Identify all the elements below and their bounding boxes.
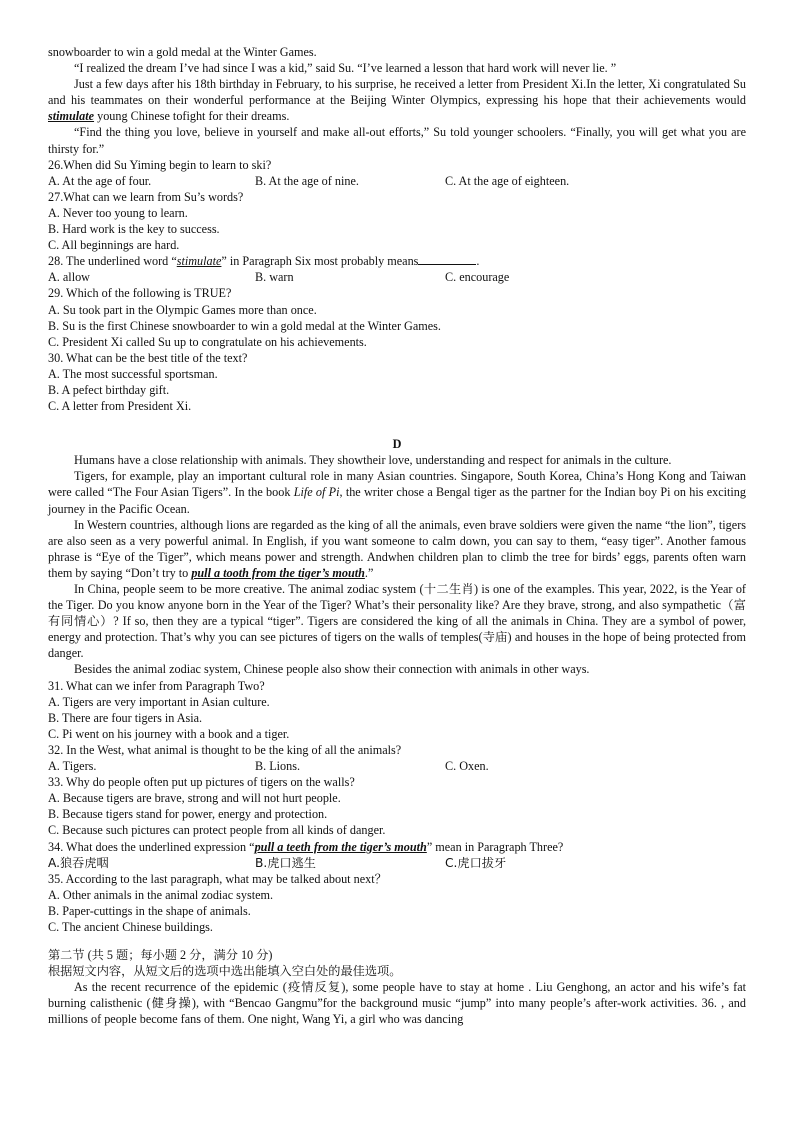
option-row [48,855,746,871]
passage-c-paragraph: “Find the thing you love, believe in yourself and make all-out efforts,” Su told younger schoolers. “Finally, you will get what you are thirsty for.” [48,125,746,156]
underlined-word: stimulate [176,254,222,269]
underlined-word: stimulate [48,109,95,124]
option-c[interactable]: C. A letter from President Xi. [48,399,192,414]
passage-d-paragraph: In China, people seem to be more creative. The animal zodiac system (十二生肖) is one of the examples. This year, 2022, is the Year of the Tiger. Do you know anyone born in the Year of the Tiger? What’s their personality like? Are they brave, strong, and also sympathetic（富有同情心）? If so, then they are a typical “tiger”. Tigers are considered the king of all the animals in China. They are a symbol of power, energy and protection. That’s why you can see pictures of tigers on the walls of temples(寺庙) and houses in the hope of being protected from danger. [48,582,746,661]
option-b[interactable]: B. At the age of nine. [255,173,359,188]
underlined-phrase: pull a tooth from the tiger’s mouth [191,565,365,580]
question-stem: 28. The underlined word “stimulate” in Paragraph Six most probably means . [48,254,480,269]
option-b[interactable]: B. Paper-cuttings in the shape of animals. [48,903,251,918]
question-stem: 26.When did Su Yiming begin to learn to ski? [48,157,272,172]
question-stem: 35. According to the last paragraph, what may be talked about next？ [48,871,387,886]
passage-heading: D [392,437,402,452]
option-a[interactable]: A. The most successful sportsman. [48,366,218,381]
spacer [48,414,746,436]
option-b[interactable]: B. warn [255,270,294,285]
option-b[interactable]: B. Hard work is the key to success. [48,222,220,237]
question-stem: 34. What does the underlined expression “pull a teeth from the tiger’s mouth” mean in Paragraph Three? [48,839,564,854]
section-title: 第二节 (共 5 题；每小题 2 分，满分 10 分) [48,948,273,963]
option-b[interactable]: B.虎口逃生 [255,855,316,870]
question-stem: 32. In the West, what animal is thought to be the king of all the animals? [48,742,402,757]
option-a[interactable]: A. Never too young to learn. [48,205,188,220]
option-a[interactable]: A.狼吞虎咽 [48,855,109,870]
passage-d-paragraph: Besides the animal zodiac system, Chinese people also show their connection with animals in other ways. [74,662,590,677]
underlined-phrase: pull a teeth from the tiger’s mouth [254,839,427,854]
option-a[interactable]: A. Because tigers are brave, strong and will not hurt people. [48,791,341,806]
option-a[interactable]: A. allow [48,270,90,285]
option-a[interactable]: A. Tigers are very important in Asian culture. [48,694,270,709]
option-c[interactable]: C. Pi went on his journey with a book and a tiger. [48,726,290,741]
option-c[interactable]: C.虎口拔牙 [445,855,507,870]
passage-c-paragraph: Just a few days after his 18th birthday in February, to his surprise, he received a letter from President Xi.In the letter, Xi congratulated Su and his teammates on their wonderful performance at the Beijing Winter Olympics, expressing his hope that their achievements would stimulate young Chinese tofight for their dreams. [48,77,746,124]
option-b[interactable]: B. Lions. [255,759,301,774]
option-b[interactable]: B. There are four tigers in Asia. [48,710,203,725]
passage-c-paragraph: snowboarder to win a gold medal at the Winter Games. [48,45,317,59]
option-c[interactable]: C. All beginnings are hard. [48,238,180,253]
option-a[interactable]: A. Tigers. [48,759,97,774]
question-stem: 27.What can we learn from Su’s words? [48,189,244,204]
option-c[interactable]: C. President Xi called Su up to congratulate on his achievements. [48,334,367,349]
option-a[interactable]: A. Other animals in the animal zodiac system. [48,887,274,902]
option-b[interactable]: B. Because tigers stand for power, energy and protection. [48,807,328,822]
passage-d-paragraph: Tigers, for example, play an important cultural role in many Asian countries. Singapore, South Korea, China’s Hong Kong and Taiwan were called “The Four Asian Tigers”. In the book Life of Pi, the writer chose a Bengal tiger as the partner for the Indian boy Pi on his exciting journey in the Pacific Ocean. [48,469,746,516]
answer-blank[interactable] [418,253,476,265]
option-b[interactable]: B. A pefect birthday gift. [48,382,170,397]
question-stem: 29. Which of the following is TRUE? [48,286,232,301]
option-c[interactable]: C. The ancient Chinese buildings. [48,919,213,934]
passage-c-paragraph: “I realized the dream I’ve had since I was a kid,” said Su. “I’ve learned a lesson that hard work will never lie. ” [74,61,617,76]
section2-paragraph: As the recent recurrence of the epidemic (疫情反复), some people have to stay at home . Liu Genghong, an actor and his wife’s fat burning calisthenic (健身操), with “Bencao Gangmu”for the background music “jump” into many people’s after-work activities. 36. , and millions of people become fans of them. One night, Wang Yi, a girl who was dancing [48,980,746,1027]
option-row [48,269,746,285]
option-b[interactable]: B. Su is the first Chinese snowboarder to win a gold medal at the Winter Games. [48,318,441,333]
option-c[interactable]: C. encourage [445,270,510,285]
option-c[interactable]: C. Because such pictures can protect people from all kinds of danger. [48,823,386,838]
section-instruction: 根据短文内容，从短文后的选项中选出能填入空白处的最佳选项。 [48,964,402,979]
passage-d-paragraph: Humans have a close relationship with animals. They showtheir love, understanding and respect for animals in the culture. [74,453,672,468]
question-stem: 31. What can we infer from Paragraph Two? [48,678,265,693]
question-stem: 30. What can be the best title of the text? [48,350,248,365]
exam-page [48,44,746,1028]
option-c[interactable]: C. Oxen. [445,759,489,774]
option-a[interactable]: A. At the age of four. [48,173,152,188]
book-title: Life of Pi [293,485,340,500]
option-c[interactable]: C. At the age of eighteen. [445,173,570,188]
option-a[interactable]: A. Su took part in the Olympic Games more than once. [48,302,317,317]
question-stem: 33. Why do people often put up pictures of tigers on the walls? [48,775,355,790]
passage-d-paragraph: In Western countries, although lions are regarded as the king of all the animals, even brave soldiers were given the name “the lion”, tigers are also seen as a very powerful animal. In English, if you want someone to calm down, you can say to them, “easy tiger”. Another famous phrase is “Eye of the Tiger”, which means power and strength. Andwhen children plan to climb the tree for birds’ eggs, parents often warn them by saying “Don’t try to pull a tooth from the tiger’s mouth.” [48,517,746,580]
option-row [48,173,746,189]
option-row [48,758,746,774]
